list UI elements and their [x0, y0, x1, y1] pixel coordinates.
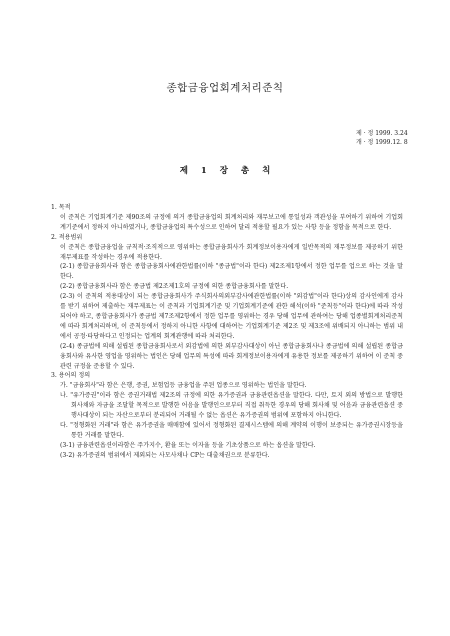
definition-na: 나. "유가증권"이라 함은 증권거래법 제2조의 규정에 의한 유가증권과 금융관련옵션을 말한다. 다만, 토지 외의 방법으로 발행한 회사채와 자금을 조달할 목적으로 발행한 어음을 발행인으로부터 직접 취득한 경우의 당해 회사채 및 어음과 금융관련옵션 중 행사대상이 되는 자산으로부터 분리되어 거래될 수 없는 옵션은 유가증권의 범위에 포함하지 아니한다. — [60, 392, 403, 420]
definition-ga: 가. "금융회사"라 함은 은행, 증권, 보험업등 금융업을 주된 업종으로 영위하는 법인을 말한다. — [60, 382, 307, 390]
chapter-title: 제 1 장 총 칙 — [179, 166, 271, 176]
enactment-dates — [356, 129, 408, 147]
section-2-heading: 2. 적용범위 — [51, 233, 83, 241]
clause-3-1: (3-1) 금융관련옵션이라함은 주가지수, 환율 또는 이자율 등을 기초상품으로 하는 옵션을 말한다. — [60, 441, 316, 449]
section-3-heading: 3. 용어의 정의 — [51, 372, 91, 380]
clause-2-2: (2-2) 종합금융회사라 함은 종금법 제2조제1호의 규정에 의한 종합금융회사를 말한다. — [60, 283, 289, 291]
section-1-heading: 1. 목적 — [51, 204, 71, 211]
document-title: 종합금융업회계처리준칙 — [166, 82, 284, 94]
definition-da: 다. "정형화된 거래"라 함은 유가증권을 매매함에 있어서 정형화된 결제시스템에 의해 계약의 이행이 보증되는 유가증권시장등을 통한 거래를 말한다. — [60, 421, 403, 439]
clause-2-4: (2-4) 종금법에 의해 설립된 종합금융회사로서 외감법에 의한 외부감사대상이 아닌 종합금융회사나 종금법에 의해 설립된 종합금융회사와 유사한 영업을 영위하는 법인은 당해 업무의 특성에 따라 회계정보이용자에게 유용한 정보를 제공하기 위하여 이 준칙 중 관련 규정을 준용할 수 있다. — [60, 342, 403, 370]
document-body — [51, 203, 403, 461]
enacted-date: 제 · 정 1999. 3.24 — [356, 130, 408, 137]
section-2-text: 이 준칙은 종합금융업을 규칙적·조직적으로 영위하는 종합금융회사가 회계정보이용자에게 일반목적의 재무정보를 제공하기 위한 재무제표를 작성하는 경우에 적용한다. — [60, 243, 403, 261]
clause-3-2: (3-2) 유가증권의 범위에서 제외되는 사모사채나 CP는 대출채권으로 분류한다. — [60, 451, 270, 459]
clause-2-1: (2-1) 종합금융회사라 함은 종합금융회사에관한법률(이하 "종금법"이라 한다) 제2조제1항에서 정한 업무를 업으로 하는 것을 말한다. — [60, 263, 403, 281]
revised-date: 개 · 정 1999.12. 8 — [356, 139, 408, 146]
clause-2-3: (2-3) 이 준칙의 적용대상이 되는 종합금융회사가 주식회사의외부감사에관한법률(이하 "외감법"이라 한다)상의 감사인에게 감사를 받기 위하여 제출하는 재무제표는 이 준칙과 기업회계기준 및 기업회계기준에 관한 해석(이하 "준칙등"이라 한다)에 따라 작성되어야 하고, 종합금융회사가 종금법 제7조제2항에서 정한 업무를 영위하는 경우 당해 업무에 관하여는 당해 업종별회계처리준칙에 따라 회계처리하며, 이 준칙등에서 정하지 아니한 사항에 대하여는 기업회계기준 제2조 및 제3조에 위배되지 아니하는 범위 내에서 공정·타당하다고 인정되는 업계의 회계관행에 따라 처리한다. — [60, 293, 403, 340]
section-1-text: 이 준칙은 기업회계기준 제90조의 규정에 의거 종합금융업의 회계처리와 재무보고에 통일성과 객관성을 부여하기 위하여 기업회계기준에서 정하지 아니하였거나, 종합금융업의 특수성으로 인하여 달리 적용할 필요가 있는 사항 등을 정함을 목적으로 한다. — [60, 213, 403, 231]
